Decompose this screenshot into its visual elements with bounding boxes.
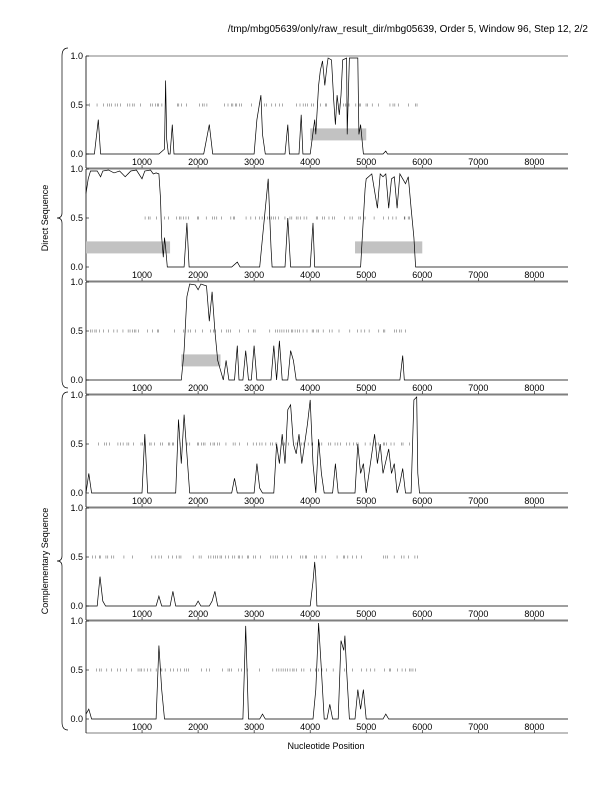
x-tick-label: 3000 — [244, 270, 265, 280]
y-tick-label: 0.0 — [70, 488, 83, 498]
page-header: /tmp/mbg05639/only/raw_result_dir/mbg05639, Order 5, Window 96, Step 12, 2/2 — [227, 24, 588, 35]
panel-1 — [70, 51, 568, 168]
x-tick-label: 2000 — [188, 609, 209, 619]
x-tick-label: 8000 — [524, 157, 545, 167]
x-tick-label: 2000 — [188, 157, 209, 167]
x-tick-label: 3000 — [244, 157, 265, 167]
highlight-bar — [310, 128, 366, 140]
x-tick-label: 8000 — [524, 383, 545, 393]
x-tick-label: 8000 — [524, 609, 545, 619]
series-line — [86, 623, 568, 719]
highlight-bar — [181, 354, 220, 366]
x-tick-label: 3000 — [244, 383, 265, 393]
x-tick-label: 1000 — [132, 157, 153, 167]
y-tick-label: 0.0 — [70, 149, 83, 159]
x-tick-label: 1000 — [132, 383, 153, 393]
x-tick-label: 5000 — [356, 609, 377, 619]
x-tick-label: 7000 — [468, 383, 489, 393]
y-tick-label: 0.0 — [70, 601, 83, 611]
group-label-complementary: Complementary Sequence — [40, 507, 50, 615]
y-tick-label: 0.5 — [70, 439, 83, 449]
x-tick-label: 4000 — [300, 722, 321, 732]
series-line — [86, 397, 568, 493]
x-tick-label: 3000 — [244, 722, 265, 732]
y-tick-label: 0.0 — [70, 375, 83, 385]
x-tick-label: 6000 — [412, 157, 433, 167]
y-tick-label: 1.0 — [70, 164, 83, 174]
x-tick-label: 8000 — [524, 722, 545, 732]
x-tick-label: 8000 — [524, 270, 545, 280]
x-tick-label: 6000 — [412, 383, 433, 393]
x-tick-label: 7000 — [468, 496, 489, 506]
x-tick-label: 1000 — [132, 270, 153, 280]
x-tick-label: 1000 — [132, 722, 153, 732]
x-tick-label: 4000 — [300, 270, 321, 280]
series-line — [86, 562, 568, 606]
x-tick-label: 6000 — [412, 609, 433, 619]
y-tick-label: 0.5 — [70, 326, 83, 336]
x-tick-label: 3000 — [244, 609, 265, 619]
x-tick-label: 6000 — [412, 496, 433, 506]
y-tick-label: 1.0 — [70, 503, 83, 513]
y-tick-label: 0.0 — [70, 714, 83, 724]
x-tick-label: 4000 — [300, 383, 321, 393]
x-tick-label: 1000 — [132, 609, 153, 619]
y-tick-label: 1.0 — [70, 616, 83, 626]
x-tick-label: 6000 — [412, 722, 433, 732]
highlight-bar — [86, 241, 170, 253]
highlight-bar — [355, 241, 422, 253]
x-tick-label: 4000 — [300, 496, 321, 506]
x-tick-label: 2000 — [188, 496, 209, 506]
group-label-direct: Direct Sequence — [40, 184, 50, 252]
y-tick-label: 1.0 — [70, 390, 83, 400]
y-tick-label: 0.5 — [70, 665, 83, 675]
x-tick-label: 7000 — [468, 270, 489, 280]
direct-brace — [57, 48, 68, 388]
panel-5 — [70, 503, 568, 620]
panel-3 — [70, 277, 568, 394]
x-tick-label: 7000 — [468, 722, 489, 732]
x-tick-label: 5000 — [356, 383, 377, 393]
x-tick-label: 5000 — [356, 722, 377, 732]
y-tick-label: 0.5 — [70, 213, 83, 223]
x-tick-label: 1000 — [132, 496, 153, 506]
x-tick-label: 2000 — [188, 270, 209, 280]
panel-4 — [70, 390, 568, 507]
x-tick-label: 5000 — [356, 157, 377, 167]
x-tick-label: 4000 — [300, 609, 321, 619]
x-tick-label: 2000 — [188, 722, 209, 732]
x-axis-title: Nucleotide Position — [287, 741, 365, 751]
x-tick-label: 8000 — [524, 496, 545, 506]
y-tick-label: 0.0 — [70, 262, 83, 272]
x-tick-label: 7000 — [468, 609, 489, 619]
x-tick-label: 5000 — [356, 496, 377, 506]
x-tick-label: 3000 — [244, 496, 265, 506]
complementary-brace — [57, 392, 68, 730]
x-tick-label: 7000 — [468, 157, 489, 167]
y-tick-label: 0.5 — [70, 100, 83, 110]
x-tick-label: 6000 — [412, 270, 433, 280]
panel-2 — [70, 164, 568, 281]
x-tick-label: 4000 — [300, 157, 321, 167]
panel-6 — [70, 616, 568, 733]
y-tick-label: 1.0 — [70, 51, 83, 61]
x-tick-label: 5000 — [356, 270, 377, 280]
x-tick-label: 2000 — [188, 383, 209, 393]
y-tick-label: 1.0 — [70, 277, 83, 287]
y-tick-label: 0.5 — [70, 552, 83, 562]
